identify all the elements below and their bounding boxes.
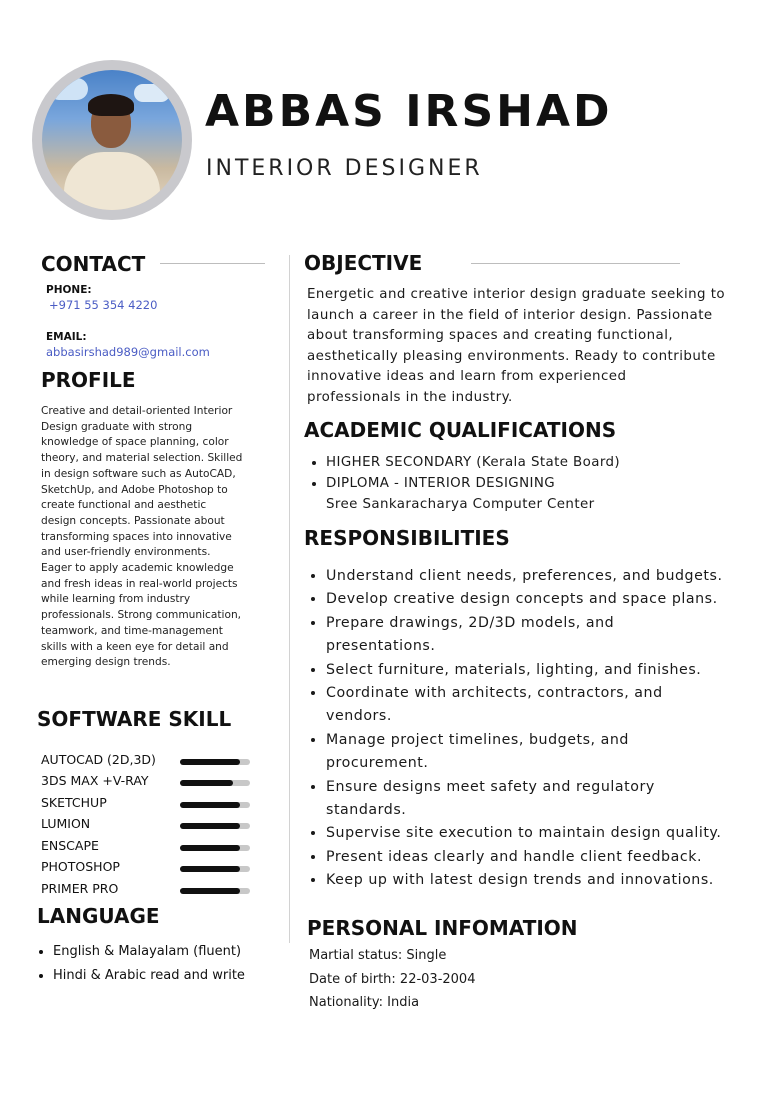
skill-bar — [180, 845, 250, 851]
responsibilities-heading: RESPONSIBILITIES — [304, 526, 510, 550]
academic-heading: ACADEMIC QUALIFICATIONS — [304, 418, 617, 442]
skill-bar — [180, 759, 250, 765]
profile-line: transforming spaces into innovative — [41, 530, 232, 543]
objective-line: professionals in the industry. — [307, 389, 513, 405]
skill-bar — [180, 888, 250, 894]
profile-line: skills with a keen eye for detail and — [41, 640, 229, 653]
profile-summary — [41, 404, 269, 671]
responsibility-item: • Select furniture, materials, lighting, and finishes. — [326, 659, 757, 682]
language-item: • Hindi & Arabic read and write — [53, 964, 245, 988]
responsibility-item: • Keep up with latest design trends and innovations. — [326, 869, 757, 892]
email-label: EMAIL: — [46, 331, 87, 343]
skill-bar-fill — [180, 845, 240, 851]
phone-number[interactable]: +971 55 354 4220 — [49, 298, 158, 312]
language-heading: LANGUAGE — [37, 904, 160, 928]
objective-line: Energetic and creative interior design graduate seeking to — [307, 287, 726, 302]
profile-line: and user-friendly environments. — [41, 546, 211, 559]
skill-row — [41, 752, 271, 772]
profile-line: in design software such as AutoCAD, — [41, 467, 236, 480]
skill-row — [41, 816, 271, 836]
skill-bar-fill — [180, 759, 240, 765]
skill-bar-fill — [180, 866, 240, 872]
skill-name: LUMION — [41, 816, 91, 831]
objective-line: launch a career in the field of interior design. Passionate — [307, 307, 713, 323]
responsibilities-list — [307, 565, 757, 893]
profile-line: Design graduate with strong — [41, 420, 193, 433]
objective-line: innovative ideas and learn from experienced — [307, 369, 627, 385]
personal-info — [309, 944, 475, 1015]
responsibility-item: • Coordinate with architects, contractors, and vendors. — [326, 682, 757, 729]
date-of-birth: Date of birth: 22-03-2004 — [309, 971, 476, 987]
profile-photo — [42, 70, 182, 210]
skill-bar — [180, 802, 250, 808]
profile-line: knowledge of space planning, color — [41, 436, 229, 449]
job-title: INTERIOR DESIGNER — [206, 156, 483, 181]
personal-heading: PERSONAL INFOMATION — [307, 916, 578, 940]
skill-row — [41, 838, 271, 858]
skill-name: AUTOCAD (2D,3D) — [41, 752, 156, 767]
marital-status: Martial status: Single — [309, 948, 447, 963]
email-address[interactable]: abbasirshad989@gmail.com — [46, 345, 210, 359]
contact-heading: CONTACT — [41, 252, 146, 276]
language-list — [37, 940, 245, 988]
academic-item — [326, 473, 747, 515]
responsibility-item: • Ensure designs meet safety and regulatory standards. — [326, 776, 757, 823]
profile-heading: PROFILE — [41, 368, 136, 392]
phone-label: PHONE: — [46, 284, 92, 296]
nationality: Nationality: India — [309, 995, 420, 1010]
language-item: • English & Malayalam (fluent) — [53, 940, 245, 964]
profile-line: SketchUp, and Adobe Photoshop to — [41, 483, 228, 496]
skill-name: PRIMER PRO — [41, 881, 119, 896]
skill-name: ENSCAPE — [41, 838, 99, 853]
objective-text — [307, 285, 757, 409]
skill-bar-fill — [180, 888, 240, 894]
profile-line: professionals. Strong communication, — [41, 609, 242, 622]
skill-bar-fill — [180, 823, 240, 829]
responsibility-item: • Manage project timelines, budgets, and procurement. — [326, 729, 757, 776]
skill-row — [41, 773, 271, 793]
skill-name: PHOTOSHOP — [41, 859, 120, 874]
profile-line: while learning from industry — [41, 593, 191, 606]
profile-line: Creative and detail-oriented Interior — [41, 405, 233, 417]
skill-row — [41, 859, 271, 879]
profile-line: design concepts. Passionate about — [41, 514, 225, 527]
column-divider — [289, 255, 290, 943]
responsibility-item: • Prepare drawings, 2D/3D models, and presentations. — [326, 612, 757, 659]
profile-line: create functional and aesthetic — [41, 499, 207, 512]
skill-row — [41, 795, 271, 815]
skill-row — [41, 881, 271, 901]
profile-line: teamwork, and time-management — [41, 624, 223, 637]
skill-bar — [180, 866, 250, 872]
skill-name: SKETCHUP — [41, 795, 107, 810]
objective-heading: OBJECTIVE — [304, 251, 423, 275]
skill-bar — [180, 780, 250, 786]
contact-divider — [160, 263, 265, 264]
skill-name: 3DS MAX +V-RAY — [41, 773, 149, 788]
responsibility-item: • Understand client needs, preferences, and budgets. — [326, 565, 757, 588]
skill-bar-fill — [180, 802, 240, 808]
objective-divider — [471, 263, 680, 264]
profile-line: Eager to apply academic knowledge — [41, 562, 234, 575]
software-heading: SOFTWARE SKILL — [37, 707, 232, 731]
responsibility-item: • Develop creative design concepts and space plans. — [326, 588, 757, 611]
skill-bar — [180, 823, 250, 829]
responsibility-item: • Present ideas clearly and handle client feedback. — [326, 846, 757, 869]
skill-bar-fill — [180, 780, 233, 786]
objective-line: about transforming spaces and creating functional, — [307, 328, 674, 344]
academic-item-institution: Sree Sankaracharya Computer Center — [326, 497, 595, 512]
objective-line: aesthetically pleasing environments. Ready to contribute — [307, 348, 716, 364]
responsibility-item: • Supervise site execution to maintain design quality. — [326, 822, 757, 845]
profile-line: emerging design trends. — [41, 656, 171, 669]
profile-line: and fresh ideas in real-world projects — [41, 577, 238, 590]
academic-list — [307, 452, 747, 515]
academic-item: • HIGHER SECONDARY (Kerala State Board) — [326, 452, 747, 473]
profile-line: theory, and material selection. Skilled — [41, 452, 243, 465]
candidate-name: ABBAS IRSHAD — [205, 86, 613, 137]
academic-item-title: DIPLOMA - INTERIOR DESIGNING — [326, 476, 556, 491]
